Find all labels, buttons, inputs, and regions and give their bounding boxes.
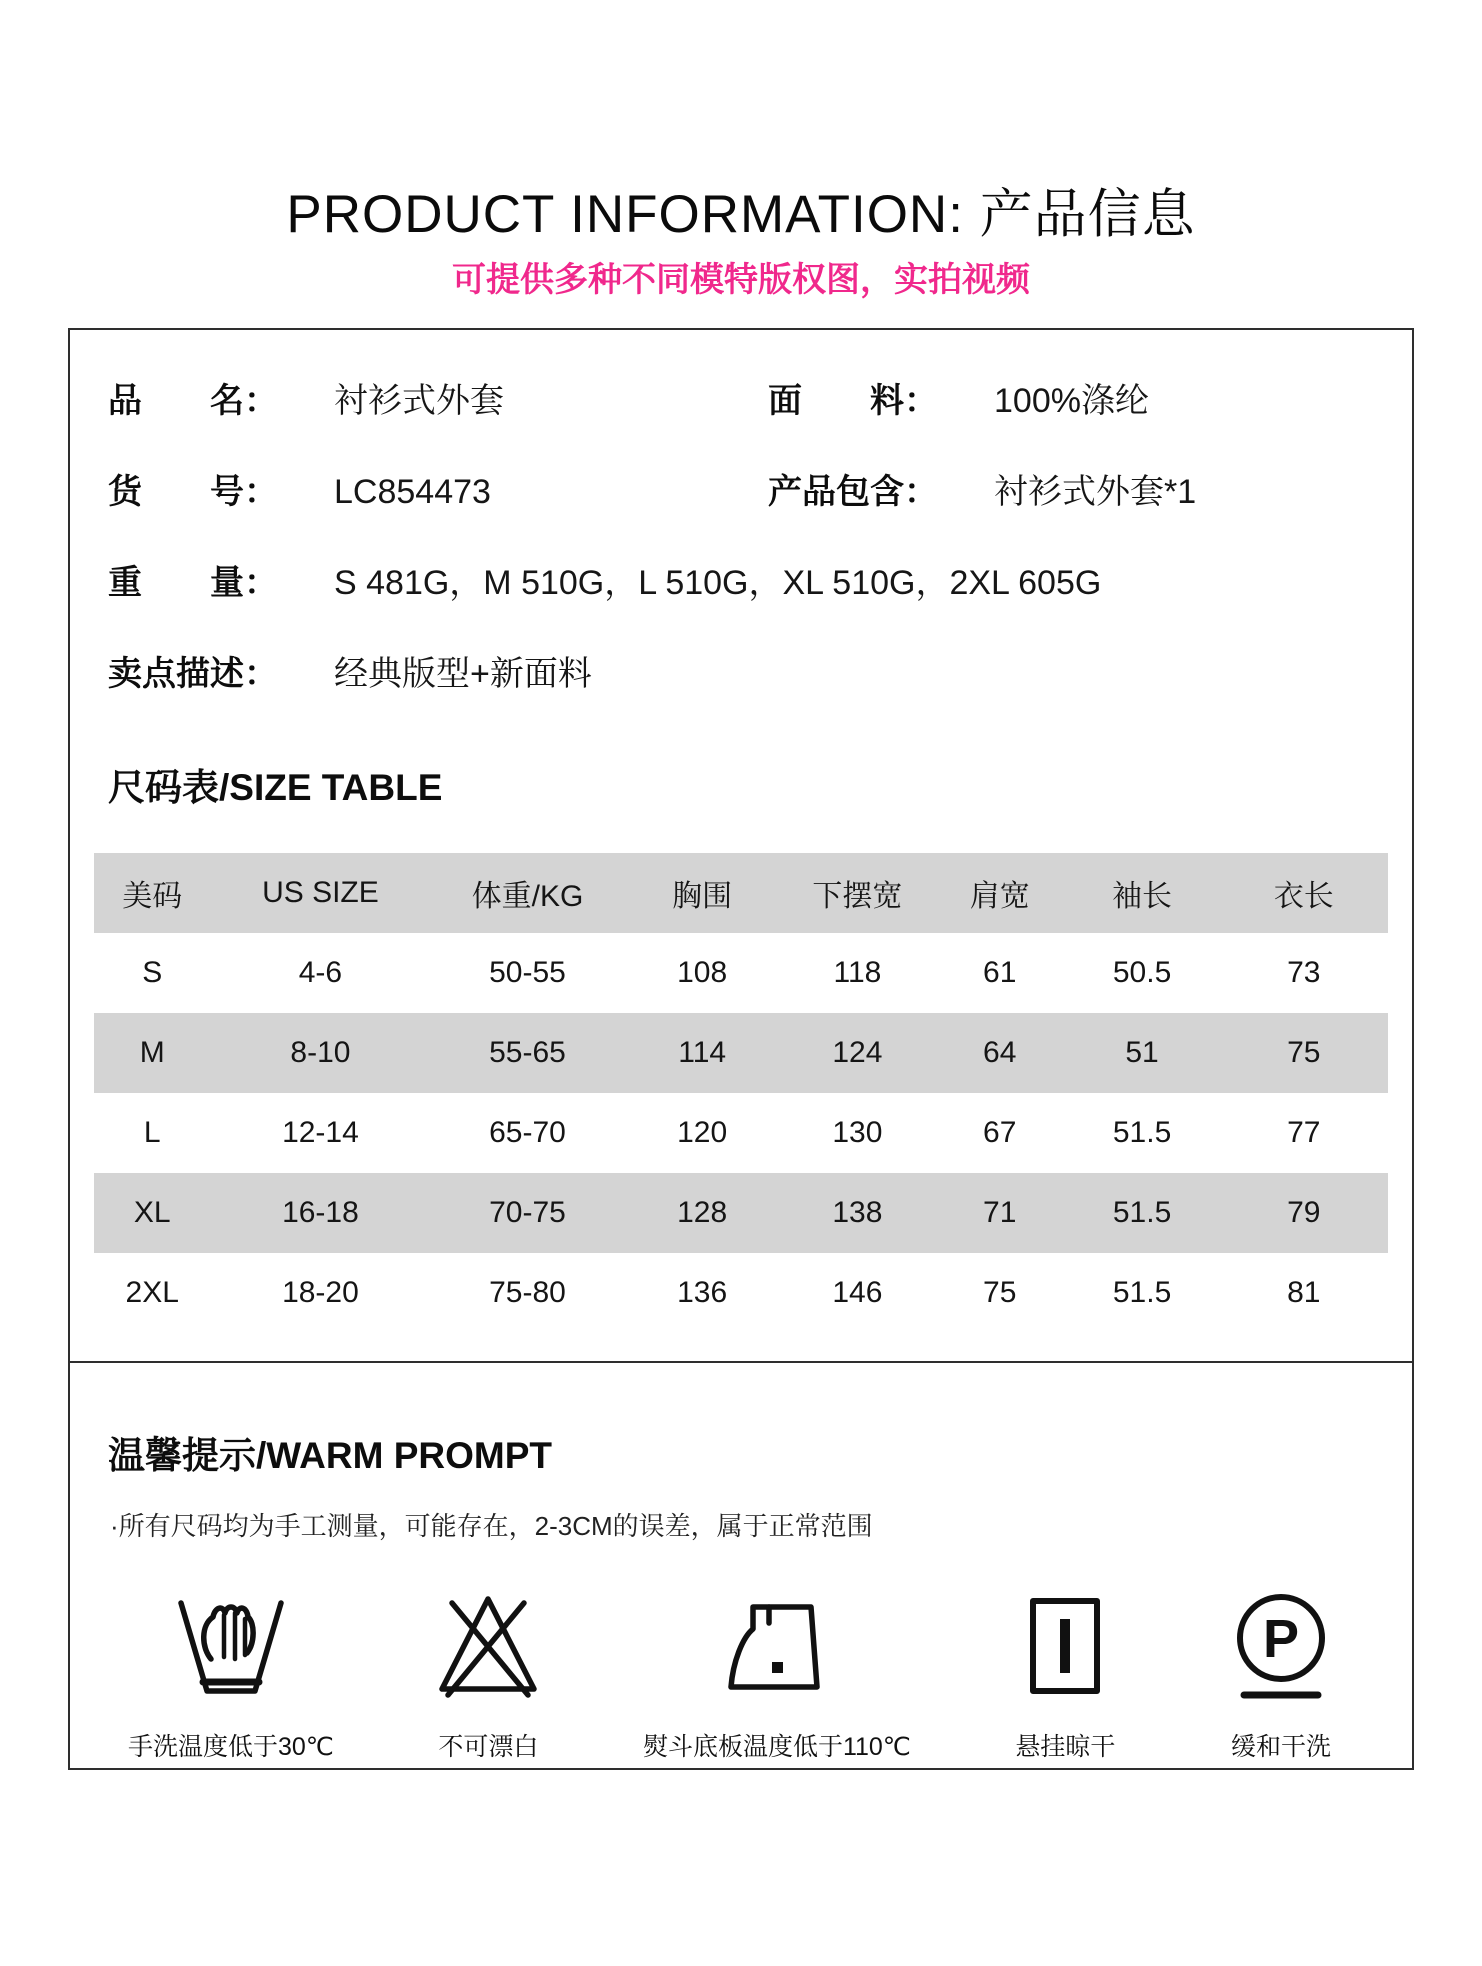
size-table-heading: 尺码表/SIZE TABLE <box>108 767 443 808</box>
table-header-cell: 胸围 <box>672 880 733 913</box>
table-cell: 61 <box>983 956 1017 989</box>
care-label: 缓和干洗 <box>1230 1733 1331 1761</box>
selling-point-field <box>108 653 1374 695</box>
info-row-3 <box>108 562 1374 604</box>
table-cell: 65-70 <box>489 1116 566 1149</box>
selling-point-label: 卖点描述： <box>108 655 278 693</box>
table-cell: 2XL <box>125 1276 179 1309</box>
table-cell: 12-14 <box>282 1116 359 1149</box>
care-item-hand-wash <box>128 1583 334 1763</box>
product-name-label: 品 名： <box>108 382 278 420</box>
table-cell: 64 <box>983 1036 1017 1069</box>
table-cell: 108 <box>677 956 728 989</box>
table-header-cell: 衣长 <box>1273 880 1334 913</box>
care-item-iron-low-temp <box>643 1583 911 1763</box>
gentle-dry-clean-icon <box>1220 1583 1342 1703</box>
table-cell: 138 <box>832 1196 883 1229</box>
page-title: PRODUCT INFORMATION: 产品信息 <box>286 185 1196 244</box>
item-number-value: LC854473 <box>334 473 491 511</box>
table-cell: 51 <box>1125 1036 1159 1069</box>
table-cell: XL <box>133 1196 171 1229</box>
product-info-grid <box>70 330 1412 695</box>
care-item-hang-dry <box>1004 1583 1126 1763</box>
table-cell: 73 <box>1287 956 1321 989</box>
care-symbols-row <box>128 1583 1342 1763</box>
item-number-label: 货 号： <box>108 473 278 511</box>
fabric-field <box>768 380 1374 422</box>
table-cell: 18-20 <box>282 1276 359 1309</box>
warm-prompt-heading: 温馨提示/WARM PROMPT <box>108 1435 552 1476</box>
table-cell: 136 <box>677 1276 728 1309</box>
table-cell: 130 <box>832 1116 883 1149</box>
table-cell: 50.5 <box>1112 956 1172 989</box>
section-divider <box>70 1361 1412 1363</box>
table-header-cell: 体重/KG <box>471 880 584 913</box>
table-cell: 114 <box>678 1036 727 1069</box>
item-number-field <box>108 471 768 513</box>
package-contents-label: 产品包含： <box>768 473 938 511</box>
table-cell: 16-18 <box>282 1196 359 1229</box>
table-cell: L <box>143 1116 161 1149</box>
table-cell: 81 <box>1287 1276 1321 1309</box>
table-cell: 4-6 <box>298 956 343 989</box>
fabric-value: 100%涤纶 <box>994 382 1149 420</box>
table-cell: 50-55 <box>489 956 566 989</box>
care-item-do-not-bleach <box>427 1583 549 1763</box>
table-cell: 51.5 <box>1112 1116 1172 1149</box>
table-cell: 55-65 <box>489 1036 566 1069</box>
table-cell: S <box>142 956 163 989</box>
table-cell: 67 <box>983 1116 1017 1149</box>
table-cell: 8-10 <box>290 1036 351 1069</box>
table-cell: 77 <box>1287 1116 1321 1149</box>
table-cell: 75 <box>1287 1036 1321 1069</box>
table-header-cell: 美码 <box>122 880 183 913</box>
care-label: 熨斗底板温度低于110℃ <box>642 1733 911 1761</box>
measurement-note: ·所有尺码均为手工测量，可能存在，2-3CM的误差，属于正常范围 <box>110 1511 873 1541</box>
table-cell: 75-80 <box>489 1276 566 1309</box>
weight-label: 重 量： <box>108 564 278 602</box>
table-cell: 128 <box>677 1196 728 1229</box>
product-name-value: 衬衫式外套 <box>334 382 504 420</box>
info-row-1 <box>108 380 1374 422</box>
selling-point-value: 经典版型+新面料 <box>334 655 592 693</box>
care-label: 不可漂白 <box>438 1733 539 1761</box>
size-table-header-row <box>94 853 1388 933</box>
table-header-cell: 袖长 <box>1112 880 1173 913</box>
table-row-xl <box>94 1173 1388 1253</box>
product-info-box <box>68 328 1414 1770</box>
table-header-cell: 肩宽 <box>969 880 1030 913</box>
table-cell: 79 <box>1287 1196 1321 1229</box>
table-row-m <box>94 1013 1388 1093</box>
table-cell: 51.5 <box>1112 1276 1172 1309</box>
table-header-cell: US SIZE <box>262 876 379 909</box>
care-label: 悬挂晾干 <box>1015 1733 1116 1761</box>
table-row-2xl <box>94 1253 1388 1333</box>
hand-wash-icon <box>170 1583 292 1703</box>
weight-field <box>108 562 1374 604</box>
care-item-gentle-dry-clean <box>1220 1583 1342 1763</box>
table-row-s <box>94 933 1388 1013</box>
page-subtitle: 可提供多种不同模特版权图，实拍视频 <box>452 261 1030 299</box>
table-cell: 51.5 <box>1112 1196 1172 1229</box>
svg-text:P: P <box>1262 1609 1299 1669</box>
table-cell: M <box>139 1036 165 1069</box>
table-header-cell: 下摆宽 <box>812 880 903 913</box>
do-not-bleach-icon <box>427 1583 549 1703</box>
size-table <box>94 853 1388 1333</box>
table-row-l <box>94 1093 1388 1173</box>
info-row-4 <box>108 653 1374 695</box>
table-cell: 120 <box>677 1116 728 1149</box>
product-name-field <box>108 380 768 422</box>
table-cell: 146 <box>832 1276 883 1309</box>
package-contents-value: 衬衫式外套*1 <box>994 473 1197 511</box>
weight-value: S 481G，M 510G，L 510G，XL 510G，2XL 605G <box>334 564 1102 602</box>
table-cell: 118 <box>833 956 882 989</box>
iron-low-temp-icon <box>716 1583 838 1703</box>
table-cell: 75 <box>983 1276 1017 1309</box>
fabric-label: 面 料： <box>768 382 938 420</box>
info-row-2 <box>108 471 1374 513</box>
table-cell: 124 <box>832 1036 883 1069</box>
package-contents-field <box>768 471 1374 513</box>
table-cell: 70-75 <box>489 1196 566 1229</box>
care-label: 手洗温度低于30℃ <box>128 1733 334 1761</box>
hang-dry-icon <box>1004 1583 1126 1703</box>
table-cell: 71 <box>983 1196 1017 1229</box>
